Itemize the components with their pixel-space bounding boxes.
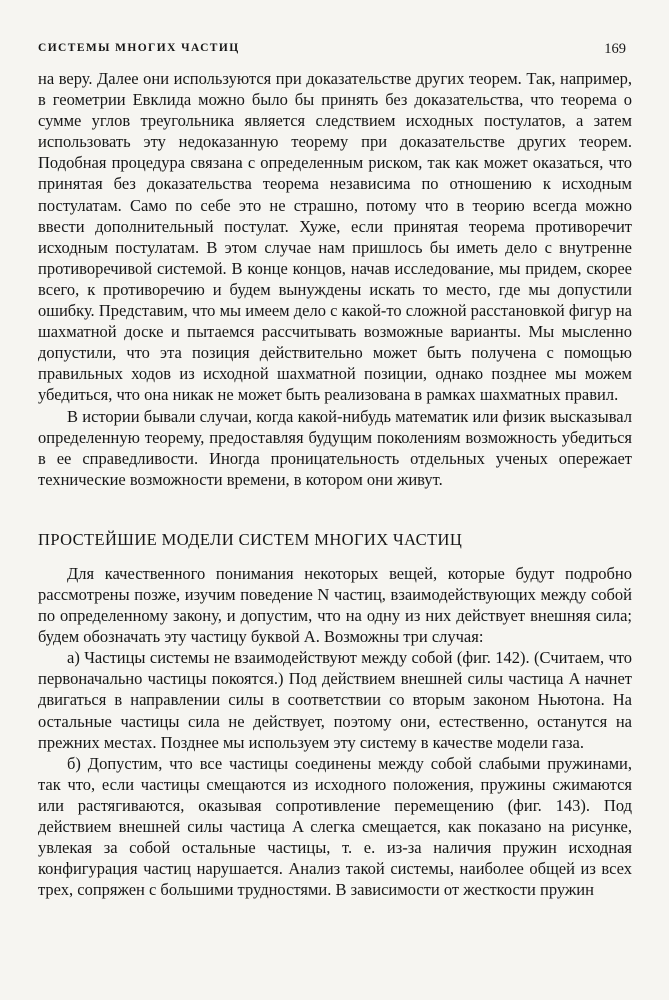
book-page (38, 38, 632, 900)
paragraph: Для качественного понимания некоторых вещей, которые будут подробно рассмотрены позже, изучим поведение N частиц, взаимодействующих между собой по определенному закону, и допустим, что на одну из них действует внешняя сила; будем обозначать эту частицу буквой A. Возможны три случая: (38, 563, 632, 647)
section-heading: ПРОСТЕЙШИЕ МОДЕЛИ СИСТЕМ МНОГИХ ЧАСТИЦ (38, 529, 463, 549)
paragraph: а) Частицы системы не взаимодействуют между собой (фиг. 142). (Считаем, что первоначально частицы покоятся.) Под действием внешней силы частица A начнет двигаться в направлении силы в соответствии со вторым законом Ньютона. На остальные частицы сила не действует, поэтому они, естественно, останутся на прежних местах. Позднее мы используем эту систему в качестве модели газа. (38, 648, 632, 752)
paragraph: на веру. Далее они используются при доказательстве других теорем. Так, например, в геометрии Евклида можно было бы принять без доказательства, что теорема о сумме углов треугольника является следствием исходных постулатов, а затем использовать эту недоказанную теорему при доказательстве других теорем. Подобная процедура связана с определенным риском, так как может оказаться, что принятая без доказательства теорема независима по отношению к исходным постулатам. Само по себе это не страшно, потому что в теорию всегда можно ввести дополнительный постулат. Хуже, если принятая теорема противоречит исходным постулатам. В этом случае нам пришлось бы иметь дело с внутренне противоречивой системой. В конце концов, начав исследование, мы придем, скорее всего, к противоречию и будем вынуждены искать то место, где мы допустили ошибку. Представим, что мы имеем дело с какой-то сложной расстановкой фигур на шахматной доске и пытаемся рассчитывать возможные варианты. Мы мысленно допустили, что эта позиция действительно может быть получена с помощью правильных ходов из исходной шахматной позиции, однако позднее мы можем убедиться, что она никак не может быть реализована в рамках шахматных правил. (38, 69, 632, 405)
running-header (38, 38, 632, 68)
body-text (38, 68, 632, 900)
paragraph: б) Допустим, что все частицы соединены между собой слабыми пружинами, так что, если частицы смещаются из исходного положения, пружины сжимаются или растягиваются, оказывая сопротивление перемещению (фиг. 143). Под действием внешней силы частица A слегка смещается, как показано на рисунке, увлекая за собой остальные частицы, т. е. из-за наличия пружин исходная конфигурация частиц нарушается. Анализ такой системы, наиболее общей из всех трех, сопряжен с большими трудностями. В зависимости от жесткости пружин (38, 753, 632, 900)
page-number: 169 (604, 41, 626, 57)
paragraph: В истории бывали случаи, когда какой-нибудь математик или физик высказывал определенную теорему, предоставляя будущим поколениям возможность убедиться в ее справедливости. Иногда проницательность отдельных ученых опережает технические возможности времени, в котором они живут. (38, 406, 632, 489)
running-title: СИСТЕМЫ МНОГИХ ЧАСТИЦ (38, 42, 240, 54)
